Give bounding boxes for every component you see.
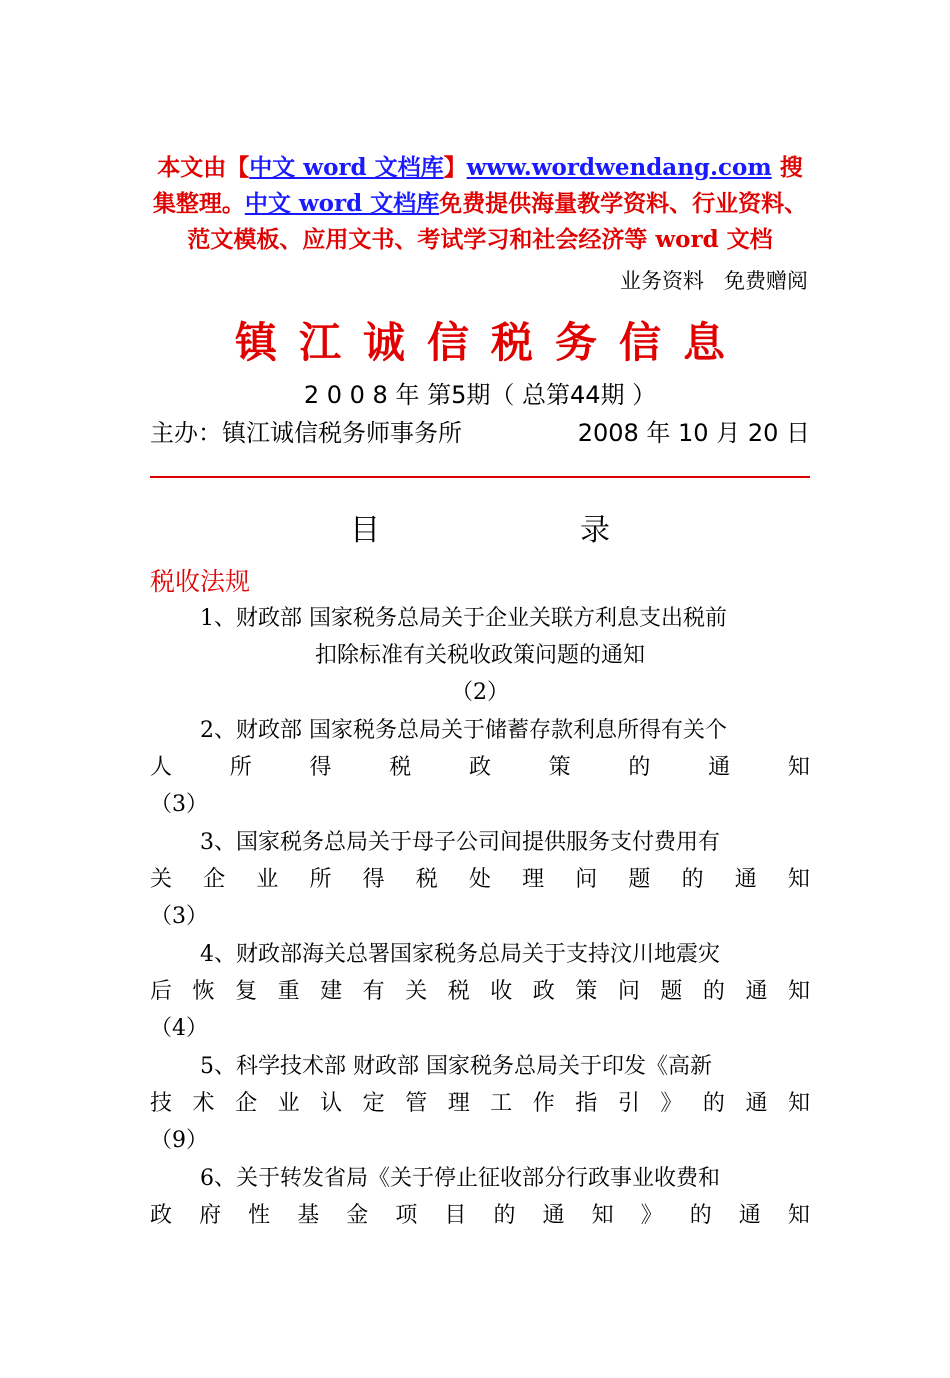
toc-char: 通 <box>738 1203 761 1228</box>
toc-char: 人 <box>150 755 173 780</box>
toc-entry[interactable] <box>150 712 810 823</box>
toc-char: 策 <box>548 755 571 780</box>
toc-char: 的 <box>702 979 725 1004</box>
toc-entry-line <box>150 749 810 786</box>
toc-char: 企 <box>203 867 226 892</box>
section-heading-tax-law: 税收法规 <box>150 567 251 596</box>
host-line <box>150 413 810 448</box>
toc-entry-line: 1、财政部 国家税务总局关于企业关联方利息支出税前 <box>200 606 727 631</box>
toc-entry-line: （2） <box>451 680 509 705</box>
toc-char: 知 <box>787 867 810 892</box>
toc-heading-char: 录 <box>580 513 610 548</box>
toc-char: 税 <box>415 867 438 892</box>
toc-char: 问 <box>575 867 598 892</box>
toc-char: 的 <box>493 1203 516 1228</box>
toc-heading-char: 目 <box>350 513 380 548</box>
toc-char: 后 <box>150 979 173 1004</box>
toc-char: 复 <box>235 979 258 1004</box>
toc-entry-line <box>150 1085 810 1122</box>
toc-char: 的 <box>689 1203 712 1228</box>
toc-entry-line: 6、关于转发省局《关于停止征收部分行政事业收费和 <box>200 1166 720 1191</box>
toc-entry-line: 3、国家税务总局关于母子公司间提供服务支付费用有 <box>200 830 720 855</box>
toc-char: 基 <box>297 1203 320 1228</box>
toc-char: 作 <box>532 1091 555 1116</box>
toc-char: 政 <box>468 755 491 780</box>
toc-char: 通 <box>708 755 731 780</box>
toc-char: 税 <box>389 755 412 780</box>
toc-entry[interactable] <box>150 936 810 1047</box>
toc-char: 知 <box>787 1203 810 1228</box>
toc-entry-line: 扣除标准有关税收政策问题的通知 <box>314 643 645 668</box>
toc-char: 管 <box>405 1091 428 1116</box>
toc-char: 术 <box>192 1091 215 1116</box>
toc-char: 收 <box>490 979 513 1004</box>
newsletter-title: 镇江诚信税务信息 <box>234 318 747 367</box>
toc-char: 的 <box>702 1091 725 1116</box>
toc-char: 技 <box>150 1091 173 1116</box>
toc-char: 定 <box>362 1091 385 1116</box>
toc-char: 通 <box>745 979 768 1004</box>
toc-char: 目 <box>444 1203 467 1228</box>
notice-text: 本文由【 <box>157 154 250 181</box>
toc-char: 认 <box>320 1091 343 1116</box>
toc-char: 策 <box>575 979 598 1004</box>
toc-char: 通 <box>542 1203 565 1228</box>
toc-char: 指 <box>575 1091 598 1116</box>
source-notice <box>150 150 810 258</box>
toc-entry-line <box>150 1197 810 1234</box>
toc-char: 建 <box>320 979 343 1004</box>
toc-char: 题 <box>628 867 651 892</box>
free-distribution-label: 业务资料 免费赠阅 <box>619 269 808 293</box>
toc-char: 》 <box>640 1203 663 1228</box>
toc-entry-line: （3） <box>150 792 208 817</box>
toc-char: 关 <box>150 867 173 892</box>
toc-entry-line: 4、财政部海关总署国家税务总局关于支持汶川地震灾 <box>200 942 720 967</box>
toc-entry-line: 5、科学技术部 财政部 国家税务总局关于印发《高新 <box>200 1054 712 1079</box>
toc-char: 题 <box>660 979 683 1004</box>
toc-char: 知 <box>787 1091 810 1116</box>
toc-entry[interactable] <box>150 1160 810 1234</box>
toc-char: 重 <box>277 979 300 1004</box>
toc-char: 项 <box>395 1203 418 1228</box>
toc-entry[interactable] <box>150 1048 810 1159</box>
toc-char: 引 <box>617 1091 640 1116</box>
notice-link-library[interactable]: 中文 word 文档库 <box>244 190 440 217</box>
toc-char: 政 <box>532 979 555 1004</box>
toc-char: 有 <box>362 979 385 1004</box>
notice-text: 】 <box>443 154 467 181</box>
toc-char: 的 <box>681 867 704 892</box>
toc-char: 的 <box>628 755 651 780</box>
issue-number: 2 0 0 8 年 第5期（ 总第44期 ） <box>303 381 657 409</box>
toc-char: 关 <box>405 979 428 1004</box>
toc-char: 所 <box>309 867 332 892</box>
publication-date: 2008 年 10 月 20 日 <box>577 419 810 447</box>
toc-entry-line <box>150 861 810 898</box>
notice-text: 搜集整理。 <box>152 154 803 217</box>
toc-char: 处 <box>468 867 491 892</box>
toc-entry-line: （4） <box>150 1016 208 1041</box>
toc-char: 理 <box>522 867 545 892</box>
toc-char: 知 <box>787 755 810 780</box>
toc-entry[interactable] <box>150 600 810 711</box>
toc-entry-line <box>150 973 810 1010</box>
toc-entry-line: （9） <box>150 1128 208 1153</box>
toc-char: 企 <box>235 1091 258 1116</box>
toc-char: 理 <box>447 1091 470 1116</box>
toc-char: 性 <box>248 1203 271 1228</box>
toc-char: 税 <box>447 979 470 1004</box>
toc-char: 金 <box>346 1203 369 1228</box>
toc-char: 所 <box>229 755 252 780</box>
host-organization: 主办：镇江诚信税务师事务所 <box>150 419 462 447</box>
toc-entry[interactable] <box>150 824 810 935</box>
toc-char: 知 <box>787 979 810 1004</box>
notice-text: 免费提供海量教学资料、行业资料、范文模板、应用文书、考试学习和社会经济等 word 文档 <box>187 190 808 253</box>
toc-entry-line: （3） <box>150 904 208 929</box>
toc-char: 业 <box>277 1091 300 1116</box>
toc-char: 问 <box>617 979 640 1004</box>
toc-char: 府 <box>199 1203 222 1228</box>
notice-link-library[interactable]: 中文 word 文档库 <box>249 154 444 181</box>
toc-entry-line: 2、财政部 国家税务总局关于储蓄存款利息所得有关个 <box>200 718 727 743</box>
toc-char: 知 <box>591 1203 614 1228</box>
toc-heading <box>150 505 810 549</box>
notice-link-website[interactable]: www.wordwendang.com <box>466 154 772 181</box>
divider-line <box>150 476 810 478</box>
toc-char: 恢 <box>192 979 215 1004</box>
toc-char: 工 <box>490 1091 513 1116</box>
toc-char: 》 <box>660 1091 683 1116</box>
toc-char: 业 <box>256 867 279 892</box>
toc-char: 政 <box>150 1203 173 1228</box>
toc-char: 通 <box>734 867 757 892</box>
toc-char: 通 <box>745 1091 768 1116</box>
toc-char: 得 <box>362 867 385 892</box>
toc-char: 得 <box>309 755 332 780</box>
